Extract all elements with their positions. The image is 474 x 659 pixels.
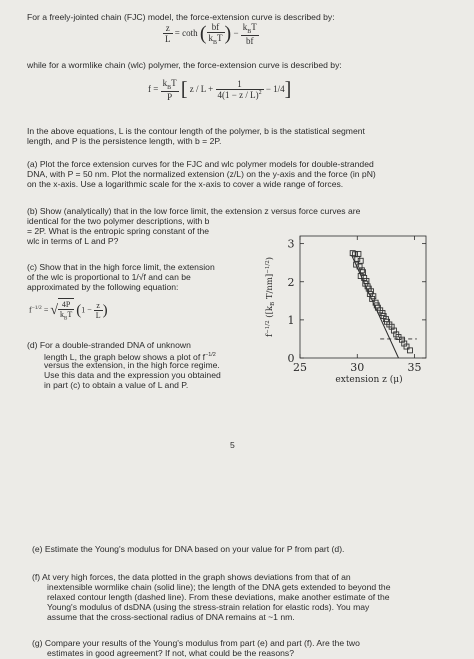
y-tick-label: 3 (287, 237, 295, 251)
part-f-line-5: assume that the cross-sectional radius of DNA remains at ~1 nm. (47, 612, 295, 622)
part-f-line-1: (f) At very high forces, the data plotted in the graph shows deviations from that of an (32, 572, 351, 582)
fjc-equation: $\frac{z}{L}$ = coth ( $\frac{bf}{k_BT}$ ) − $\frac{k_BT}{bf}$ (165, 22, 257, 46)
x-tick-label: 25 (293, 361, 307, 374)
part-d-line-3: versus the extension, in the high force regime. (44, 360, 220, 370)
part-c-line-3: approximated by the following equation: (27, 282, 179, 292)
definitions-line-1: In the above equations, L is the contour length of the polymer, b is the statistical segment (27, 126, 365, 136)
part-d-line-1: (d) For a double-stranded DNA of unknown (27, 340, 191, 350)
part-c-equation: $f^{-1/2}$ = √ $\frac{4P}{k_BT}$ (1 − $\frac{z}{L}$ ) (29, 300, 108, 322)
y-tick-label: 2 (287, 275, 295, 289)
wlc-equation: f = $\frac{k_BT}{P}$ [ z / L + $\frac{1}{4(1 - z / L)^2}$ − 1/4] (148, 78, 292, 102)
page-number: 5 (230, 440, 235, 450)
force-extension-chart (256, 226, 438, 392)
part-f-line-3: relaxed contour length (dashed line). From these deviations, make another estimate of the (47, 592, 390, 602)
part-a-line-1: (a) Plot the force extension curves for the FJC and wlc polymer models for double-stranded (27, 159, 374, 169)
chart-svg (256, 226, 438, 392)
part-a-line-3: on the x-axis. Use a logarithmic scale for the x-axis to cover a wide range of forces. (27, 179, 344, 189)
wlc-line: while for a wormlike chain (wlc) polymer, the force-extension curve is described by: (27, 60, 342, 70)
part-b-line-2: identical for the two polymer descriptions, with b (27, 216, 210, 226)
part-d-line-5: in part (c) to obtain a value of L and P. (44, 380, 189, 390)
part-g-line-2: estimates in good agreement? If not, what could be the reasons? (47, 648, 294, 658)
y-tick-label: 0 (287, 352, 295, 365)
intro-line: For a freely-jointed chain (FJC) model, the force-extension curve is described by: (27, 12, 335, 22)
part-c-line-1: (c) Show that in the high force limit, the extension (27, 262, 215, 272)
part-d-line-2: length L, the graph below shows a plot of $f^{-1/2}$ (44, 351, 216, 362)
part-c-line-2: of the wlc is proportional to 1/√f and can be (27, 272, 191, 282)
part-g-line-1: (g) Compare your results of the Young's modulus from part (e) and part (f). Are the two (32, 638, 360, 648)
part-f-line-4: Young's modulus of dsDNA (using the stress-strain relation for elastic rods). You may (47, 602, 370, 612)
x-tick-label: 30 (350, 361, 365, 374)
part-e: (e) Estimate the Young's modulus for DNA based on your value for P from part (d). (32, 544, 345, 554)
part-b-line-3: = 2P. What is the entropic spring constant of the (27, 226, 210, 236)
definitions-line-2: length, and P is the persistence length, with b = 2P. (27, 136, 222, 146)
x-tick-label: 35 (407, 361, 422, 374)
plot-frame (300, 236, 426, 358)
y-tick-label: 1 (287, 313, 295, 327)
part-b-line-1: (b) Show (analytically) that in the low force limit, the extension z versus force curves are (27, 206, 361, 216)
part-b-line-4: wlc in terms of L and P? (27, 236, 119, 246)
x-axis-label: extension z (μ) (335, 375, 403, 385)
part-d-line-4: Use this data and the expression you obtained (44, 370, 221, 380)
part-a-line-2: DNA, with P = 50 nm. Plot the normalized extension (z/L) on the y-axis and the force (in pN) (27, 169, 376, 179)
y-axis-label: $f^{-1/2}$ ([$k_B$ T/nm]$^{-1/2}$) (265, 256, 276, 338)
part-f-line-2: inextensible wormlike chain (solid line); the length of the DNA gets extended to beyond the (47, 582, 391, 592)
